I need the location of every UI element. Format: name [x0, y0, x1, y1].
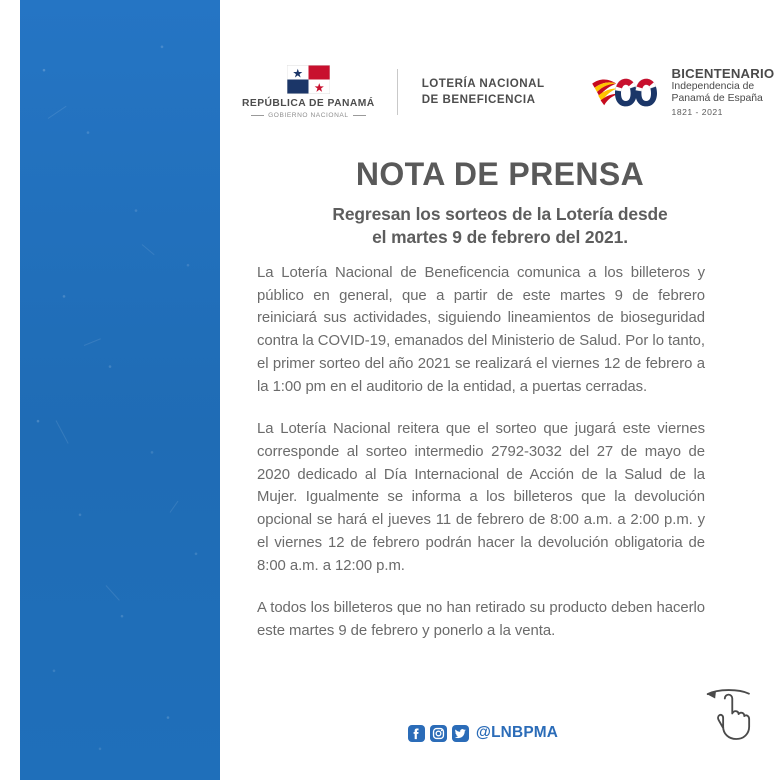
government-subtitle	[251, 112, 365, 119]
bicentenario-line-3: Panamá de España	[671, 93, 763, 105]
instagram-icon[interactable]	[430, 725, 447, 742]
bicentenario-line-2: Independencia de	[671, 81, 755, 93]
panel-texture-streak	[142, 244, 155, 255]
bicentenario-lockup	[591, 66, 775, 118]
government-subtitle-label: GOBIERNO NACIONAL	[268, 112, 349, 119]
bicentenario-years: 1821 - 2021	[671, 107, 723, 118]
panel-texture-streak	[106, 585, 120, 601]
logo-divider	[397, 69, 398, 115]
institution-line-1: LOTERÍA NACIONAL	[421, 76, 545, 90]
bicentenario-title: BICENTENARIO	[671, 65, 775, 81]
page-title: NOTA DE PRENSA	[355, 156, 645, 192]
panel-texture-streak	[84, 338, 101, 346]
institution-name	[422, 76, 545, 109]
government-country-label: REPÚBLICA DE PANAMÁ	[242, 98, 375, 109]
social-handle[interactable]: @LNBPMA	[475, 724, 559, 741]
body-copy	[257, 262, 705, 643]
paragraph-3: A todos los billeteros que no han retirado su producto deben hacerlo este martes 9 de febrero y ponerlo a la venta.	[257, 600, 705, 640]
bicentenario-ribbon-icon	[591, 68, 663, 116]
government-identity	[242, 65, 375, 119]
swipe-left-hand-icon	[696, 684, 758, 742]
page-subtitle-line-2: el martes 9 de febrero del 2021.	[372, 226, 628, 247]
facebook-icon[interactable]	[408, 725, 425, 742]
panel-texture-streak	[48, 106, 67, 119]
government-lockup	[242, 65, 545, 119]
page-subtitle	[220, 203, 780, 250]
content-column	[220, 0, 780, 780]
institution-line-2: DE BENEFICENCIA	[421, 93, 536, 106]
panel-texture-streak	[170, 501, 179, 513]
twitter-icon[interactable]	[452, 725, 469, 742]
left-blue-panel	[20, 0, 220, 780]
header-logo-bar	[220, 52, 780, 132]
panel-texture-streak	[56, 420, 69, 443]
panama-flag-icon	[287, 65, 330, 94]
page-subtitle-line-1: Regresan los sorteos de la Lotería desde	[332, 203, 668, 224]
paragraph-1: La Lotería Nacional de Beneficencia comunica a los billeteros y público en general, que a partir de este martes 9 de febrero reiniciará sus actividades, siguiendo lineamientos de bioseguridad contra la COVID-19, emanados del Ministerio de Salud. Por lo tanto, el primer sorteo del año 2021 se realizará el viernes 12 de febrero a la 1:00 pm en el auditorio de la entidad, a puertas cerradas.	[257, 265, 705, 395]
bicentenario-text	[672, 66, 775, 118]
headline-block	[220, 157, 780, 249]
rule-right	[353, 115, 366, 116]
paragraph-2: La Lotería Nacional reitera que el sorteo que jugará este viernes corresponde al sorteo intermedio 2792-3032 del 27 de mayo de 2020 dedicado al Día Internacional de Acción de la Salud de la Mujer. Igualmente se informa a los billeteros que la devolución opcional se hará el jueves 11 de febrero de 8:00 a.m. a 2:00 p.m. y el viernes 12 de febrero podrán hacer la devolución obligatoria de 8:00 a.m. a 12:00 p.m.	[257, 421, 705, 574]
rule-left	[251, 115, 264, 116]
